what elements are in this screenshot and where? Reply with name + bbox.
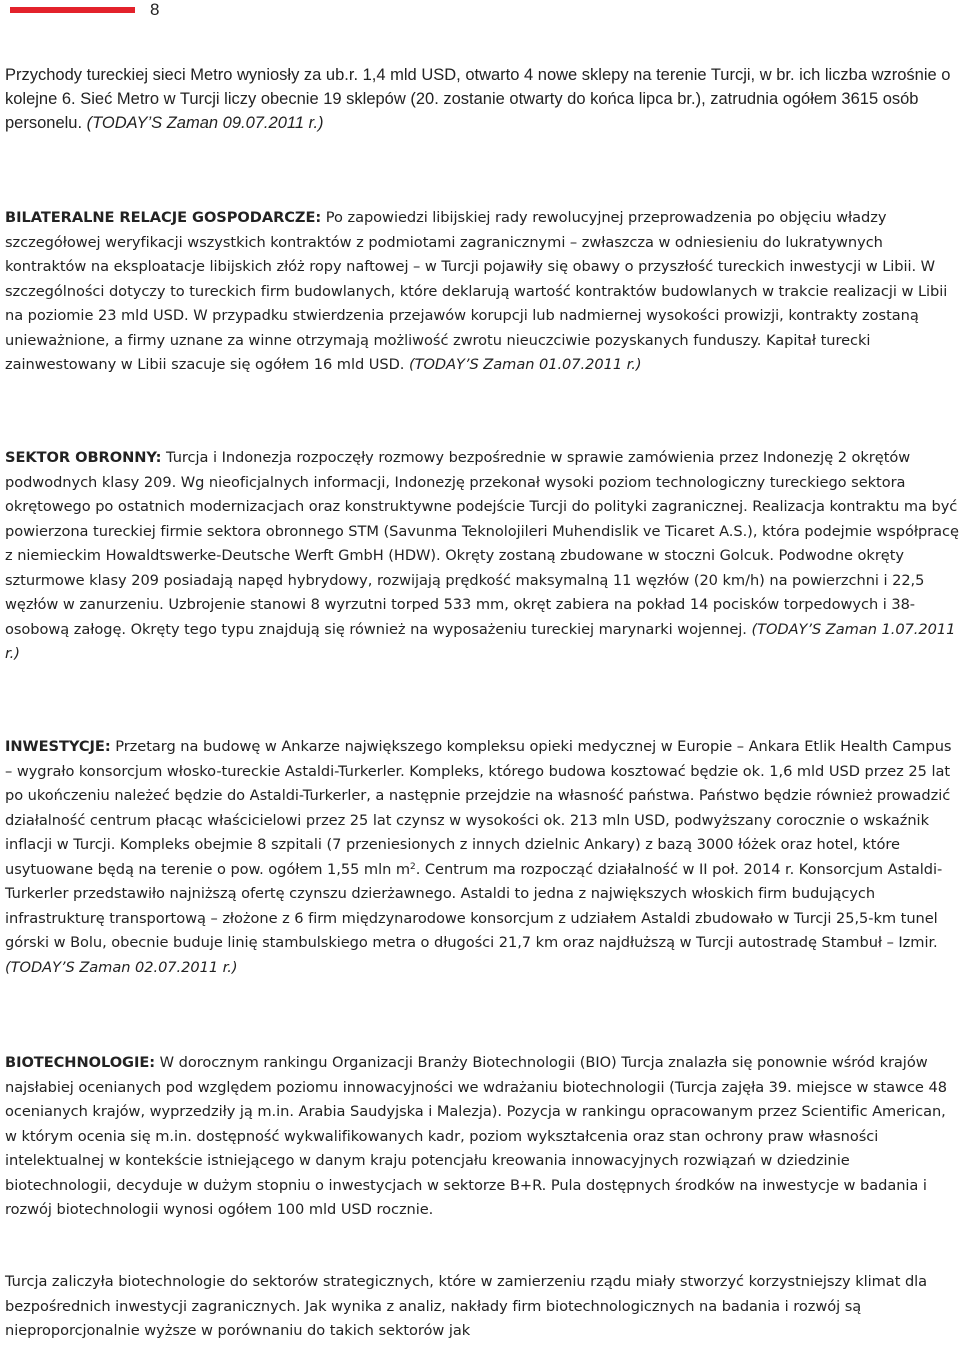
section-source: (TODAY’S Zaman 02.07.2011 r.): [5, 958, 238, 976]
section-heading: BIOTECHNOLOGIE:: [5, 1054, 156, 1071]
intro-text: Przychody tureckiej sieci Metro wyniosły za ub.r. 1,4 mld USD, otwarto 4 nowe sklepy na terenie Turcji, w br. ich liczba wzrośnie o kolejne 6. Sieć Metro w Turcji liczy obecnie 19 sklepów (20. zostanie otwarty do końca lipca br.), zatrudnia ogółem 3615 osób personelu.: [5, 66, 951, 133]
intro-source: (TODAY’S Zaman 09.07.2011 r.): [86, 114, 324, 133]
page-number: 8: [150, 0, 160, 19]
superscript: 2: [410, 861, 416, 872]
section-biotech-continued: [5, 1270, 960, 1344]
section-heading: BILATERALNE RELACJE GOSPODARCZE:: [5, 209, 322, 226]
section-text: Po zapowiedzi libijskiej rady rewolucyjnej przeprowadzenia po objęciu władzy szczegółowej weryfikacji wszystkich kontraktów z podmiotami zagranicznymi – zwłaszcza w odniesieniu do lukratywnych kontraktów na eksploatacje libijskich złóż ropy naftowej – w Turcji pojawiły się obawy o przyszłość tureckich inwestycji w Libii. W szczególności dotyczy to tureckich firm budowlanych, które deklarują wartość kontraktów budowlanych w trakcie realizacji w Libii na poziomie 23 mld USD. W przypadku stwierdzenia przejawów korupcji lub nadmiernej wysokości prowizji, kontrakty zostaną unieważnione, a firmy uznane za winne otrzymają możliwość zwrotu nieuczciwie pozyskanych funduszy. Kapitał turecki zainwestowany w Libii szacuje się ogółem 16 mld USD.: [5, 209, 948, 373]
section-bilateral: [5, 206, 960, 378]
section-text: . Centrum ma rozpocząć działalność w II poł. 2014 r. Konsorcjum Astaldi-Turkerler przedstawiło najniższą ofertę czynszu dzierżawnego. Astaldi to jedna z największych włoskich firm budujących infrastrukturę transportową – złożone z 6 firm międzynarodowe konsorcjum z udziałem Astaldi zbudowało w Turcji 25,5-km tunel górski w Bolu, obecnie buduje linię stambulskiego metra o długości 21,7 km oraz najdłuższą w Turcji autostradę Stambuł – Izmir.: [5, 860, 943, 951]
section-text: W dorocznym rankingu Organizacji Branży Biotechnologii (BIO) Turcja znalazła się ponownie wśród krajów najsłabiej ocenianych pod względem poziomu innowacyjności we wdrażaniu biotechnologii (Turcja zajęła 39. miejsce w stawce 48 ocenianych krajów, wyprzedziły ją m.in. Arabia Saudyjska i Malezja). Pozycja w rankingu opracowanym przez Scientific American, w którym ocenia się m.in. dostępność wykwalifikowanych kadr, poziom wykształcenia oraz stan ochrony praw własności intelektualnej w kontekście istniejącego w danym kraju potencjału kreowania innowacyjnych rozwiązań w dziedzinie biotechnologii, decyduje w dużym stopniu o inwestycjach w sektorze B+R. Pula dostępnych środków na inwestycje w badania i rozwój biotechnologii wynosi ogółem 100 mld USD rocznie.: [5, 1054, 947, 1218]
section-source: (TODAY’S Zaman 1.07.2011 r.): [5, 620, 956, 662]
section-text: Turcja zaliczyła biotechnologie do sektorów strategicznych, które w zamierzeniu rządu miały stworzyć korzystniejszy klimat dla bezpośrednich inwestycji zagranicznych. Jak wynika z analiz, nakłady firm biotechnologicznych na badania i rozwój są nieproporcjonalnie wyższe w porównaniu do takich sektorów jak: [5, 1273, 928, 1339]
section-source: (TODAY’S Zaman 01.07.2011 r.): [408, 356, 642, 373]
header-accent-bar: [10, 7, 135, 13]
section-defense: [5, 446, 960, 667]
section-biotech: [5, 1051, 960, 1223]
page-header: [0, 0, 960, 24]
section-text: Turcja i Indonezja rozpoczęły rozmowy bezpośrednie w sprawie zamówienia przez Indonezję 2 okrętów podwodnych klasy 209. Wg nieoficjalnych informacji, Indonezję przekonał wysoki poziom technologiczny tureckiego sektora okrętowego po ostatnich modernizacjach oraz konstruktywne podejście Turcji do polityki zagranicznej. Realizacja kontraktu ma być powierzona tureckiej firmie sektora obronnego STM (Savunma Teknolojileri Muhendislik ve Ticaret A.S.), która podejmie współpracę z niemieckim Howaldtswerke-Deutsche Werft GmbH (HDW). Okręty zostaną zbudowane w stoczni Golcuk. Podwodne okręty szturmowe klasy 209 posiadają napęd hybrydowy, rozwijają prędkość maksymalną 11 węzłów (20 km/h) na powierzchni i 22,5 węzłów w zanurzeniu. Uzbrojenie stanowi 8 wyrzutni torped 533 mm, okręt zabiera na pokład 14 pocisków torpedowych i 38-osobową załogę. Okręty tego typu znajdują się również na wyposażeniu tureckiej marynarki wojennej.: [5, 449, 959, 638]
section-investments: [5, 735, 960, 980]
section-text: Przetarg na budowę w Ankarze największego kompleksu opieki medycznej w Europie – Ankara Etlik Health Campus – wygrało konsorcjum włosko-tureckie Astaldi-Turkerler. Kompleks, którego budowa kosztować będzie ok. 1,6 mld USD przez 25 lat po ukończeniu należeć będzie do Astaldi-Turkerler, a następnie przejdzie na własność państwa. Państwo będzie również prowadzić działalność centrum płacąc właścicielowi przez 25 lat czynsz w wysokości ok. 213 mln USD, podwyższany corocznie o wskaźnik inflacji w Turcji. Kompleks obejmie 8 szpitali (7 przeniesionych z innych dzielnic Ankary) z bazą 3000 łóżek oraz hotel, które usytuowane będą na terenie o pow. ogółem 1,55 mln m: [5, 738, 952, 878]
section-heading: INWESTYCJE:: [5, 738, 111, 755]
intro-paragraph: [5, 63, 955, 136]
section-heading: SEKTOR OBRONNY:: [5, 449, 162, 466]
